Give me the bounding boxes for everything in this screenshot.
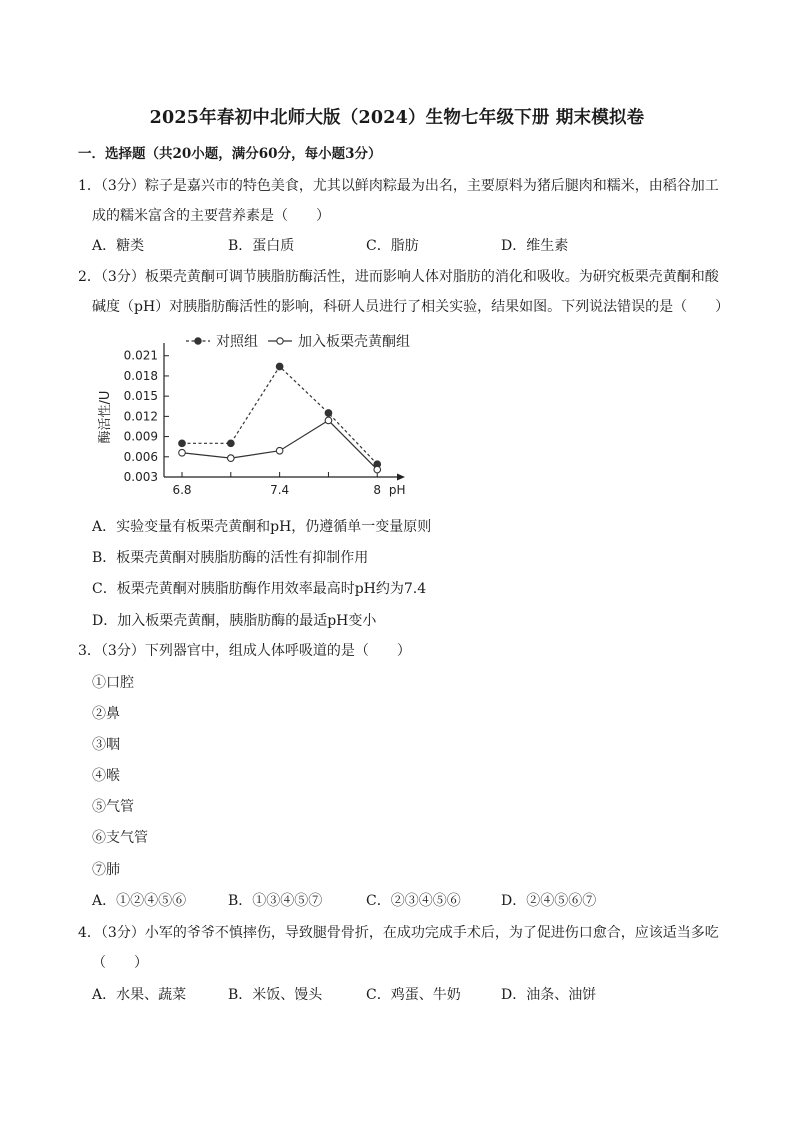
- x-tick-label: 7.4: [270, 483, 290, 497]
- question-4-option-a[interactable]: A．水果、蔬菜: [92, 987, 187, 1003]
- legend-label-2: 加入板栗壳黄酮组: [298, 334, 410, 350]
- question-4-stem-line-2: （ ）: [92, 955, 148, 971]
- data-point-series-2: [179, 449, 186, 456]
- x-axis-arrow: [397, 474, 405, 481]
- question-2-stem-line-2: 碱度（pH）对胰脂肪酶活性的影响，科研人员进行了相关实验，结果如图。下列说法错误的是（ ）: [92, 299, 730, 315]
- question-3-item: ④喉: [92, 768, 120, 784]
- question-1-option-c[interactable]: C．脂肪: [366, 238, 419, 254]
- x-axis-label: pH: [388, 483, 406, 497]
- legend-label-1: 对照组: [216, 334, 258, 350]
- y-tick-label: 0.012: [123, 409, 158, 424]
- question-3-item: ②鼻: [92, 706, 120, 722]
- enzyme-activity-chart: [92, 327, 412, 505]
- legend-marker-2: [277, 338, 283, 344]
- data-point-series-2: [228, 455, 235, 462]
- question-3-option-d[interactable]: D．②④⑤⑥⑦: [501, 893, 597, 909]
- y-tick-label: 0.018: [123, 368, 158, 383]
- question-3-option-b[interactable]: B．①③④⑤⑦: [228, 893, 323, 909]
- data-point-series-2: [276, 447, 283, 454]
- data-point-series-2: [325, 417, 332, 424]
- question-3-option-a[interactable]: A．①②④⑤⑥: [92, 893, 187, 909]
- question-3-option-c[interactable]: C．②③④⑤⑥: [366, 893, 461, 909]
- y-tick-label: 0.006: [123, 449, 158, 464]
- x-tick-label: 8: [373, 483, 382, 497]
- question-4-stem-line-1: 4．（3分）小军的爷爷不慎摔伤，导致腿骨骨折，在成功完成手术后，为了促进伤口愈合，应该适当多吃: [78, 925, 719, 941]
- legend-marker-1: [195, 338, 201, 344]
- data-point-series-1: [179, 440, 186, 447]
- question-3-stem: 3．（3分）下列器官中，组成人体呼吸道的是（ ）: [78, 643, 411, 659]
- question-1-stem-line-2: 成的糯米富含的主要营养素是（ ）: [92, 208, 330, 224]
- question-2-option-c[interactable]: C．板栗壳黄酮对胰脂肪酶作用效率最高时pH约为7.4: [92, 581, 427, 597]
- x-tick-label: 6.8: [172, 483, 192, 497]
- question-4-option-c[interactable]: C．鸡蛋、牛奶: [366, 987, 461, 1003]
- question-1-option-d[interactable]: D．维生素: [501, 238, 569, 254]
- question-3-item: ⑦肺: [92, 862, 120, 878]
- question-2-option-d[interactable]: D．加入板栗壳黄酮，胰脂肪酶的最适pH变小: [92, 613, 377, 629]
- y-tick-label: 0.015: [123, 389, 158, 404]
- question-2-option-b[interactable]: B．板栗壳黄酮对胰脂肪酶的活性有抑制作用: [92, 550, 369, 566]
- question-3-item: ①口腔: [92, 675, 134, 691]
- y-tick-label: 0.021: [123, 348, 158, 363]
- question-1-option-b[interactable]: B．蛋白质: [228, 238, 295, 254]
- question-1-option-a[interactable]: A．糖类: [92, 238, 145, 254]
- data-point-series-2: [374, 466, 381, 473]
- question-1-stem-line-1: 1．（3分）粽子是嘉兴市的特色美食，尤其以鲜肉粽最为出名，主要原料为猪后腿肉和糯米，由稻谷加工: [78, 178, 719, 194]
- question-3-item: ③咽: [92, 737, 120, 753]
- data-point-series-1: [325, 410, 332, 417]
- data-point-series-1: [228, 440, 235, 447]
- question-4-option-b[interactable]: B．米饭、馒头: [228, 987, 323, 1003]
- page-title: 2025年春初中北师大版（2024）生物七年级下册 期末模拟卷: [149, 108, 645, 128]
- question-2-option-a[interactable]: A．实验变量有板栗壳黄酮和pH，仍遵循单一变量原则: [92, 519, 432, 535]
- question-4-option-d[interactable]: D．油条、油饼: [501, 987, 597, 1003]
- y-tick-label: 0.009: [123, 429, 158, 444]
- series-line-2: [182, 420, 377, 469]
- y-axis-label: 酶活性/U: [98, 390, 113, 444]
- question-3-item: ⑥支气管: [92, 830, 148, 846]
- section-heading: 一．选择题（共20小题，满分60分，每小题3分）: [78, 146, 382, 162]
- question-2-stem-line-1: 2．（3分）板栗壳黄酮可调节胰脂肪酶活性，进而影响人体对脂肪的消化和吸收。为研究板栗壳黄酮和酸: [78, 269, 719, 285]
- y-tick-label: 0.003: [123, 470, 158, 484]
- data-point-series-1: [276, 363, 283, 370]
- question-3-item: ⑤气管: [92, 799, 134, 815]
